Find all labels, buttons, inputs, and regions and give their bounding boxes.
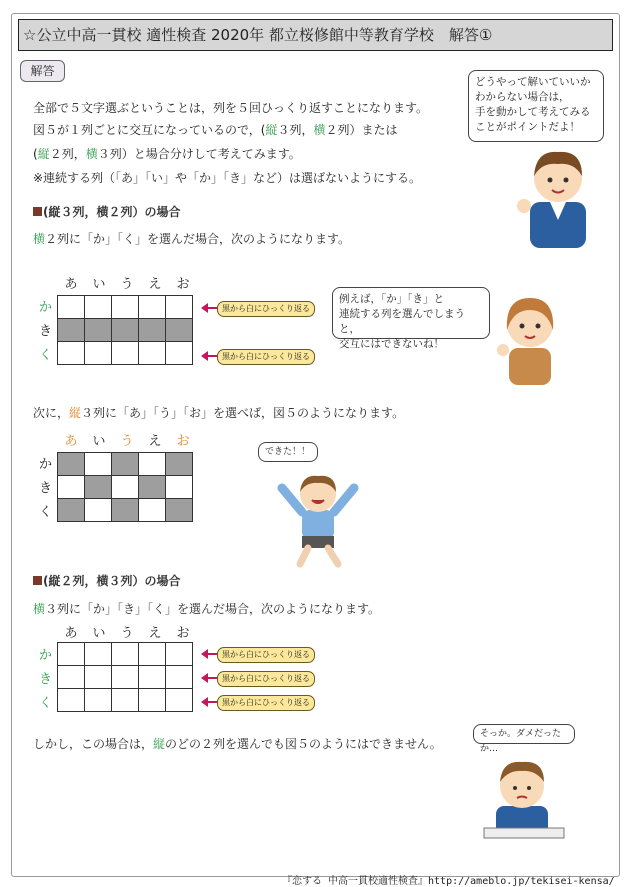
page-title: ☆公立中高一貫校 適性検査 2020年 都立桜修館中等教育学校 解答①	[18, 19, 613, 51]
row-headers-3: か き く	[39, 648, 53, 711]
girl-student-illustration	[495, 290, 565, 385]
boy-speech-bubble: どうやって解いていいか わからない場合は， 手を動かして考えてみる ことがポイントだよ！	[468, 70, 604, 142]
intro-line-2: 図５が１列ごとに交互になっているので，(縦３列，横２列）または	[33, 123, 398, 137]
kid-speech-bubble: できた！！	[258, 442, 318, 462]
column-headers-3: あ い う え お	[64, 626, 190, 641]
boy-teacher-illustration	[508, 140, 600, 248]
column-headers-2: あ い う え お	[64, 434, 190, 449]
page-footer: 『恋する 中高一貫校適性検査』http://ameblo.jp/tekisei-kensa/	[282, 876, 615, 887]
section-2-text: 横３列に「か」「き」「く」を選んだ場合，次のようになります。	[33, 602, 381, 616]
heading-square-icon	[33, 576, 42, 585]
grid-figure-3	[57, 642, 193, 712]
intro-note: ※連続する列（「あ」「い」や「か」「き」など）は選ばないようにする。	[33, 171, 422, 185]
answer-badge: 解答	[20, 60, 65, 82]
row-headers-1: か き く	[39, 300, 53, 363]
row-headers-2: か き く	[39, 457, 53, 520]
grid-figure-1	[57, 295, 193, 365]
sad-kid-illustration	[478, 752, 568, 842]
section-1-text: 横２列に「か」「く」を選んだ場合，次のようになります。	[33, 232, 351, 246]
column-headers-1: あ い う え お	[64, 277, 190, 292]
conclusion-text: しかし，この場合は，縦のどの２列を選んでも図５のようにはできません。	[33, 737, 442, 751]
sad-speech-bubble: そっか。ダメだったか…	[473, 724, 575, 744]
middle-text: 次に，縦３列に「あ」「う」「お」を選べば，図５のようになります。	[33, 406, 405, 420]
section-heading-2: (縦２列，横３列）の場合	[33, 572, 181, 589]
intro-line-1: 全部で５文字選ぶということは，列を５回ひっくり返すことになります。	[33, 101, 429, 115]
heading-square-icon	[33, 207, 42, 216]
girl-speech-bubble: 例えば，「か」「き」と 連続する列を選んでしまうと， 交互にはできないね！	[332, 287, 490, 339]
section-heading-1: (縦３列，横２列）の場合	[33, 203, 181, 220]
jumping-kid-illustration	[272, 470, 364, 570]
grid-figure-2	[57, 452, 193, 522]
intro-line-3: (縦２列，横３列）と場合分けして考えてみます。	[33, 147, 301, 161]
